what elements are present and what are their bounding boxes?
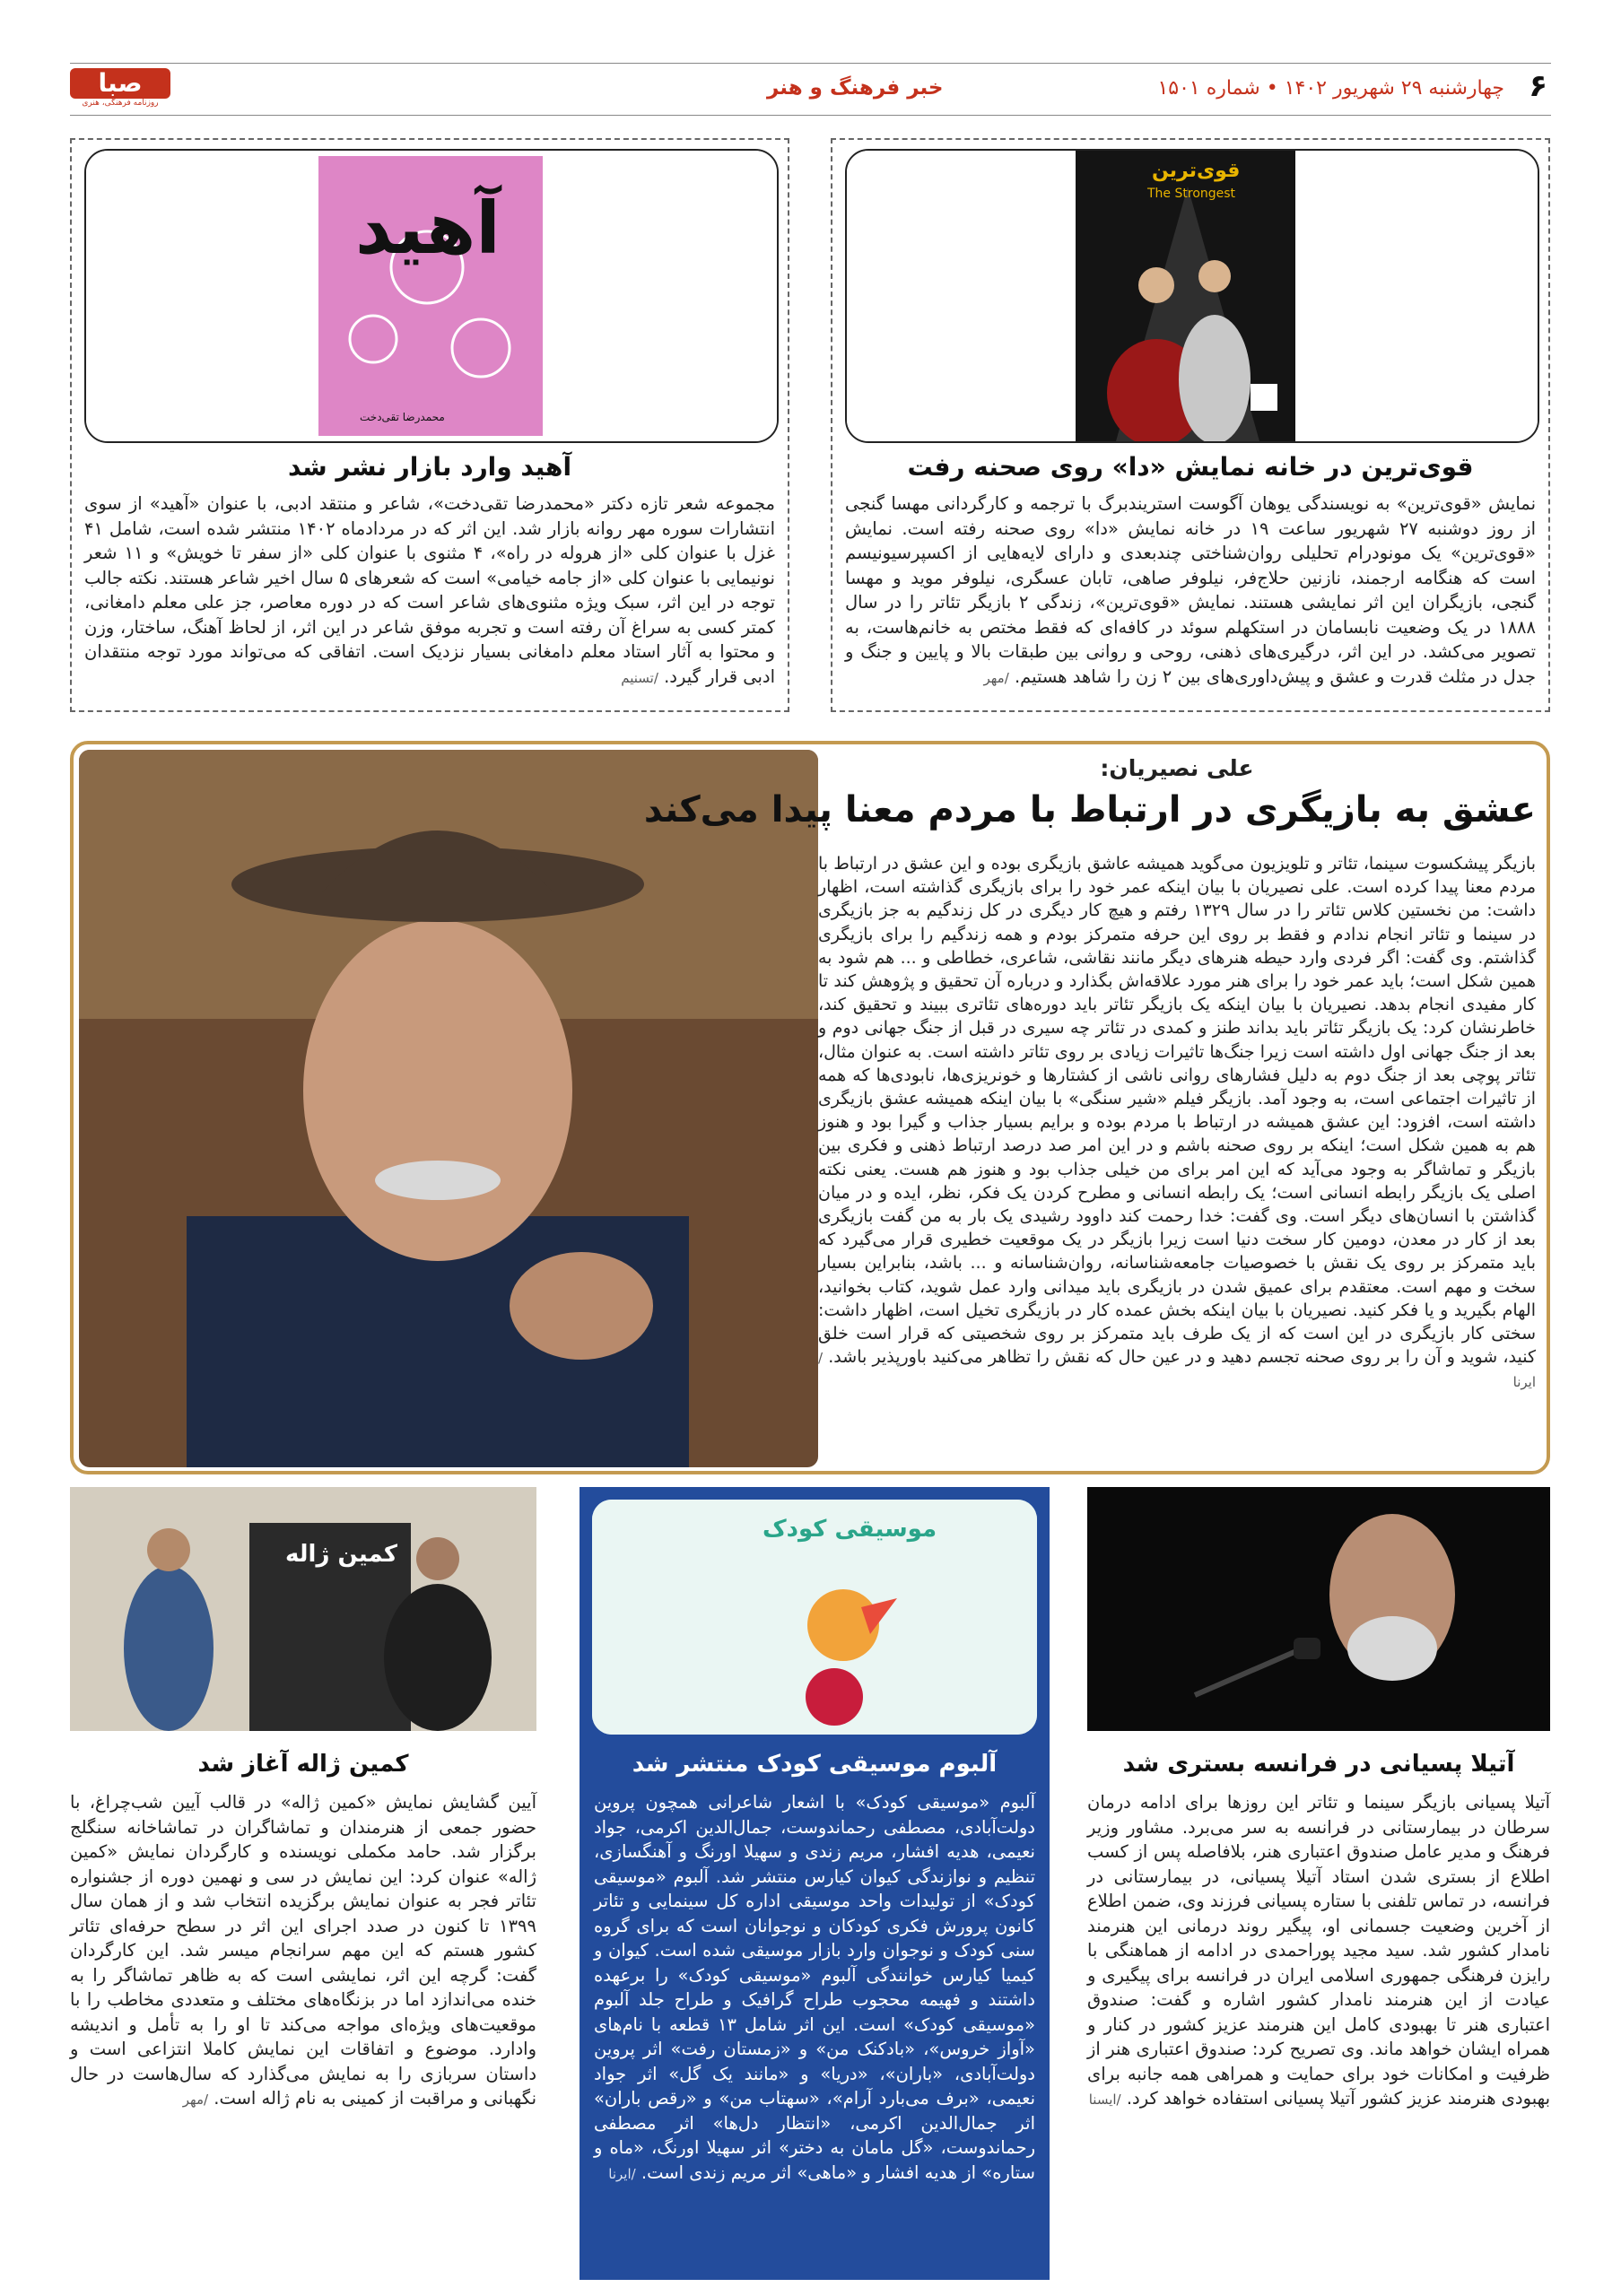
strongest-image-frame [845, 149, 1539, 443]
album-cover [592, 1500, 1037, 1735]
strongest-poster-title-en: The Strongest [1147, 187, 1236, 201]
ahid-headline: آهید وارد بازار نشر شد [287, 452, 572, 482]
kamin-photo [70, 1487, 536, 1731]
ahid-text: مجموعه شعر تازه دکتر «محمدرضا تقی‌دخت»، شاعر و منتقد ادبی، با عنوان «آهید» از سوی انتشارات سوره مهر روانه بازار شد. این اثر که در مردادماه ۱۴۰۲ منتشر شده است، شامل ۴۱ غزل با عنوان کلی «از هروله در راه»، ۴ مثنوی با عنوان کلی «از سفر تا خویش» و ۱۱ شعر نونیمایی با عنوان کلی «از جامه خیامی» است که شعرهای ۵ سال اخیر شاعر هستند. نکته جالب توجه در این اثر، سبک ویژه مثنوی‌های شاعر است که در دوره معاصر، جز علی معلم دامغانی، کمتر کسی به سراغ آن رفته است و تجربه موفق شاعر در این اثر، از لحاظ آهنگ، ساختار، وزن و محتوا به آثار استاد معلم دامغانی بسیار نزدیک است. اتفاقی که می‌تواند مورد توجه منتقدان ادبی قرار گیرد. [84, 493, 776, 687]
issue-line: چهارشنبه ۲۹ شهریور ۱۴۰۲ • شماره ۱۵۰۱ [1157, 77, 1504, 100]
feature-kicker: علی نصیریان: [1100, 755, 1254, 781]
feature-source: /ایرنا [818, 1350, 1536, 1391]
header-top-rule [70, 63, 1551, 64]
saba-logo [70, 65, 170, 109]
album-cover-title: موسیقی کودک [763, 1516, 937, 1543]
album-source: /ایرنا [608, 2165, 636, 2182]
feature-text: بازیگر پیشکسوت سینما، تئاتر و تلویزیون می‌گوید همیشه عاشق بازیگری بوده و این عشق در ارتباط با مردم معنا پیدا کرده است. علی نصیریان با بیان اینکه عمر خود را برای بازیگری گذاشته است، اظهار داشت: من نخستین کلاس تئاتر را در سال ۱۳۲۹ رفتم و هیچ کار دیگری در کل زندگیم به جز بازیگری در سینما و تئاتر انجام ندادم و فقط بر روی این حرفه متمرکز بودم و همه زندگیم را برای بازیگری گذاشتم. وی گفت: اگر فردی وارد حیطه هنرهای دیگر مانند نقاشی، شاعری، خطاطی و ... هم شود به همین شکل است؛ باید عمر خود را برای هنر مورد علاقه‌اش بگذارد و درباره آن تحقیق و پژوهش کند تا کار مفیدی انجام بدهد. نصیریان با بیان اینکه یک بازیگر تئاتر باید دوره‌های تئاتری ببیند و تحقیق کند، خاطرنشان کرد: یک بازیگر تئاتر باید بداند طنز و کمدی در تئاتر چه سیری در قبل از جنگ جهانی دوم و بعد از جنگ جهانی اول داشته است زیرا جنگ‌ها تاثیرات زیادی بر روی تئاتر داشته است. به عنوان مثال، تئاتر پوچی بعد از جنگ دوم به دلیل فشارهای روانی ناشی از کشتارها و خونریزی‌ها، نابودی‌ها که همه از تاثیرات اجتماعی است، به وجود آمد. بازیگر فیلم «شیر سنگی» با بیان اینکه همیشه عشق بازیگری داشته است، افزود: این عشق همیشه در ارتباط با مردم بوده و برایم بسیار جذاب و گیرا بود و هنوز هم به همین شکل است؛ اینکه بر روی صحنه باشم و در این امر صد درصد ارتباط ذهنی و فکری بین بازیگر و تماشاگر به وجود می‌آید که این امر برای من خیلی جذاب بود و هنوز هم هست. یعنی نکته اصلی یک بازیگر رابطه انسانی است؛ یک رابطه انسانی و مطرح کردن یک فکر، نظر، ایده و در میان گذاشتن با انسان‌های دیگر است. وی گفت: خدا رحمت کند داوود رشیدی یک بار به من گفت بازیگری بعد از کار در معدن، دومین کار سخت دنیا است زیرا بازیگر در یک موقعیت خطیری قرار می‌گیرد که باید متمرکز بر روی یک نقش با خصوصیات جامعه‌شناسانه، روان‌شناسانه و ... باشد، بنابراین بسیار سخت و مهم است. معتقدم برای عمیق شدن در بازیگری باید میدانی وارد عمل شوید، کتاب بخوانید، الهام بگیرید و یا فکر کنید. نصیریان با بیان اینکه بخش عمده کار در بازیگری تخیل است، اظهار داشت: سختی کار بازیگری در این است که از یک طرف باید متمرکز بر روی شخصیتی که قرار است خلق کنید، شوید و آن را بر روی صحنه تجسم دهید و در عین حال که نقش را تظاهر می‌کنید باورپذیر باشد. [818, 854, 1536, 1368]
kamin-source: /مهر [182, 2092, 209, 2108]
album-text: آلبوم «موسیقی کودک» با اشعار شاعرانی همچون پروین دولت‌آبادی، مصطفی رحماندوست، جمال‌الدین اکرمی، جواد نعیمی، هدیه افشار، مریم زندی و سهیلا اورنگ و آهنگسازی، تنظیم و نوازندگی کیوان کیارس منتشر شد. آلبوم «موسیقی کودک» از تولیدات واحد موسیقی اداره کل سینمایی و تئاتر کانون پرورش فکری کودکان و نوجوانان است که برای گروه سنی کودک و نوجوان وارد بازار موسیقی شده است. کیوان و کیمیا کیارس خوانندگی آلبوم «موسیقی کودک» را برعهده داشتند و فهیمه محجوب طراح گرافیک و طراح جلد آلبوم «موسیقی کودک» است. این اثر شامل ۱۳ قطعه با نام‌های «آواز خروس»، «بادکنک من» و «زمستان رفت» اثر پروین دولت‌آبادی، «باران»، «دریا» و «مانند یک گل» اثر جواد نعیمی، «برف می‌بارد آرام»، «سهتاب من» و «رقص باران» اثر جمال‌الدین اکرمی، «انتظار دل‌ها» اثر مصطفی رحماندوست، «گل مامان به دختر» اثر سهیلا اورنگ، «ماه و ستاره» از هدیه افشار و «ماهی» اثر مریم زندی است. [594, 1792, 1035, 2183]
atila-text: آتیلا پسیانی بازیگر سینما و تئاتر این روزها برای ادامه درمان سرطان در بیمارستانی در فرانسه به سر می‌برد. مشاور وزیر فرهنگ و مدیر عامل صندوق اعتباری هنر، بلافاصله پس از کسب اطلاع از بستری شدن استاد آتیلا پسیانی، در بیمارستانی در فرانسه، در تماس تلفنی با ستاره پسیانی فرزند وی، ضمن اطلاع از آخرین وضعیت جسمانی او، پیگیر روند درمانی این هنرمند نامدار کشور شد. سید مجید پوراحمدی در ادامه از هماهنگی با رایزن فرهنگی جمهوری اسلامی ایران در فرانسه برای پیگیری و عیادت از این هنرمند نامدار کشور اشاره و گفت: صندوق اعتباری هنر تا بهبودی کامل این هنرمند عزیز کشور در کنار و همراه ایشان خواهد ماند. وی تصریح کرد: صندوق اعتباری هنر از ظرفیت و امکانات خود برای حمایت و همراهی همه جانبه برای بهبودی هنرمند عزیز کشور آتیلا پسیانی استفاده خواهد کرد. [1087, 1792, 1550, 2109]
nasirian-photo [79, 750, 818, 1467]
ahid-source: /تسنیم [621, 669, 658, 686]
kamin-headline: کمین ژاله آغاز شد [197, 1751, 409, 1778]
kamin-text: آیین گشایش نمایش «کمین ژاله» در قالب آیین شب‌چراغ، با حضور جمعی از هنرمندان و تماشاگران در تماشاخانه سنگلج برگزار شد. حامد مکملی نویسنده و کارگردان نمایش «کمین ژاله» عنوان کرد: این نمایش در سی و نهمین دوره از جشنواره تئاتر فجر به عنوان نمایش برگزیده انتخاب شد و از همان سال ۱۳۹۹ تا کنون در صدد اجرای این اثر در سطح حرفه‌ای تئاتر کشور هستم که این مهم سرانجام میسر شد. این کارگردان گفت: گرچه این اثر، نمایشی است که به ظاهر تماشاگر را به خنده می‌اندازد اما در بزنگاه‌های مختلف و متعددی مخاطب را با موقعیت‌های ویژه‌ای مواجه می‌کند تا او را به تأمل و اندیشه وادارد. موضوع و اتفاقات این نمایش کاملا انتزاعی است و داستان سربازی را به نمایش می‌گذارد که سال‌هاست در حال نگهبانی و مراقبت از کمینی به نام ژاله است. [70, 1792, 536, 2109]
feature-body [818, 852, 1536, 1395]
ahid-image-frame [84, 149, 779, 443]
atila-headline: آتیلا پسیانی در فرانسه بستری شد [1122, 1751, 1515, 1778]
header-bottom-rule [70, 115, 1551, 116]
atila-source: /ایسنا [1088, 2092, 1121, 2108]
strongest-body [845, 491, 1536, 691]
kamin-poster-title: کمین ژاله [285, 1541, 398, 1568]
album-headline: آلبوم موسیقی کودک منتشر شد [632, 1751, 998, 1778]
atila-body [1087, 1790, 1550, 2113]
logo-tagline: روزنامه فرهنگی، هنری [82, 99, 159, 108]
logo-text: صبا [98, 68, 143, 98]
album-body [594, 1790, 1035, 2187]
section-title: خبر فرهنگ و هنر [767, 76, 944, 100]
ahid-cover-author: محمدرضا تقی‌دخت [360, 411, 445, 423]
ahid-body [84, 491, 775, 691]
kamin-body [70, 1790, 536, 2113]
strongest-headline: قوی‌ترین در خانه نمایش «دا» روی صحنه رفت [907, 452, 1474, 482]
atila-photo [1087, 1487, 1550, 1731]
page-number: ۶ [1529, 68, 1547, 104]
ahid-cover-title: آهید [355, 187, 501, 270]
strongest-source: /مهر [983, 669, 1009, 686]
strongest-text: نمایش «قوی‌ترین» به نویسندگی یوهان آگوست استریندبرگ با ترجمه و کارگردانی مهسا گنجی از روز دوشنبه ۲۷ شهریور ساعت ۱۹ در خانه نمایش «دا» روی صحنه رفته است. نمایش «قوی‌ترین» یک مونودرام تحلیلی روان‌شناختی چندبعدی و دارای لایه‌هایی از اکسپرسیونیسم است که هنگامه ارجمند، نازنین حلاج‌فر، نیلوفر صاهی، تابان عسگری، نیلوفر موید و مهسا گنجی، بازیگران این اثر نمایشی هستند. نمایش «قوی‌ترین»، زندگی ۲ بازیگر تئاتر را در سال ۱۸۸۸ در یک وضعیت نابسامان در استکهلم سوئد در کافه‌ای که فقط مختص به خانم‌هاست، به تصویر می‌کشد. در این اثر، درگیری‌های ذهنی، روحی و روانی بین طبقات بالا و پایین و جنگ و جدل در مثلث قدرت و عشق و پیش‌داوری‌های بین ۲ زن را شاهد هستیم. [845, 493, 1537, 687]
feature-headline: عشق به بازیگری در ارتباط با مردم معنا پیدا می‌کند [643, 789, 1536, 831]
album-box [580, 1487, 1050, 2280]
strongest-poster-title: قوی‌ترین [1152, 160, 1241, 182]
